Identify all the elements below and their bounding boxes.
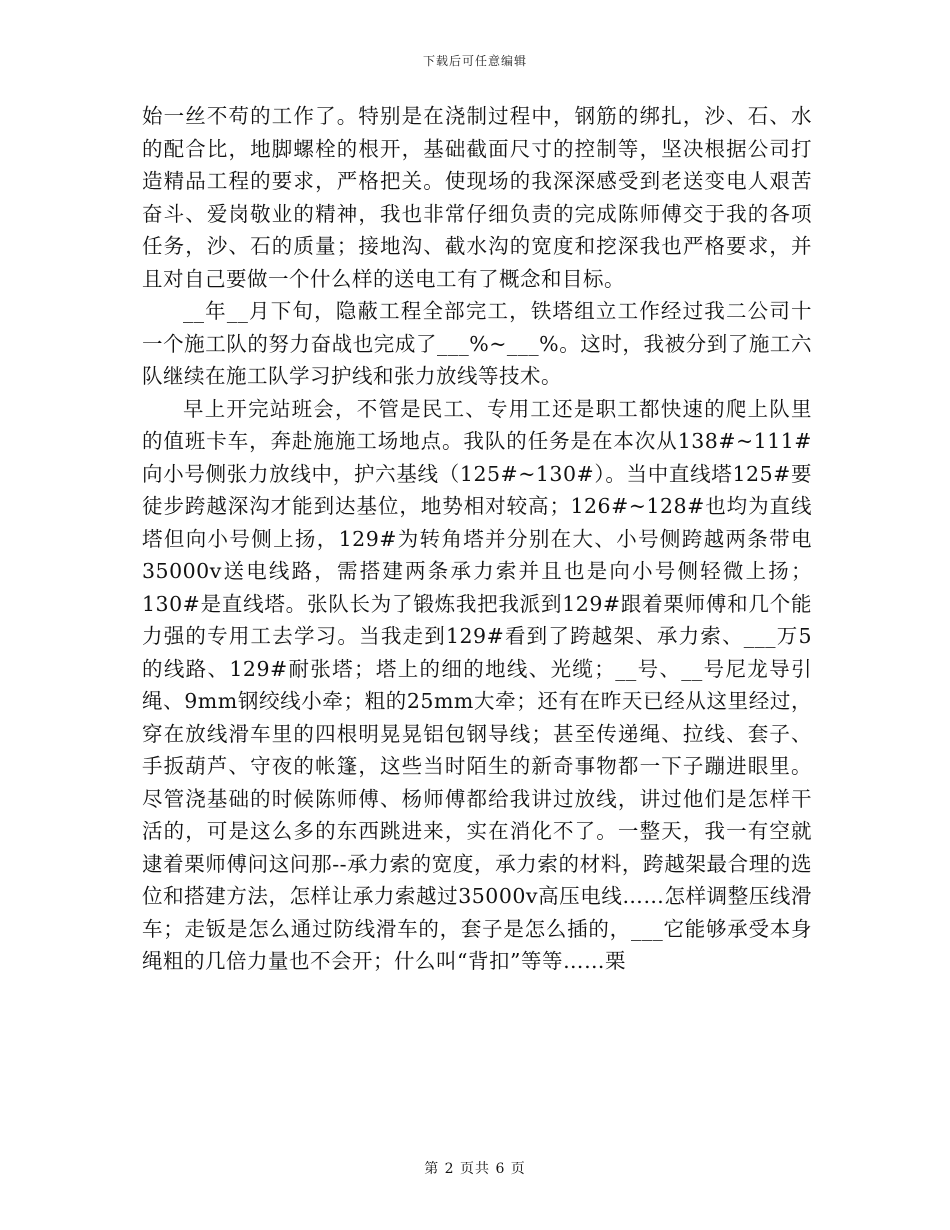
page-number-footer: 第 2 页共 6 页 bbox=[424, 1161, 526, 1177]
document-body bbox=[142, 100, 812, 978]
paragraph-stringing-work: 早上开完站班会，不管是民工、专用工还是职工都快速的爬上队里的值班卡车，奔赴施施工场地点。我队的任务是在本次从138#~111#向小号侧张力放线中，护六基线（125#~130#）。当中直线塔125#要徒步跨越深沟才能到达基位，地势相对较高；126#~128#也均为直线塔但向小号侧上扬，129#为转角塔并分别在大、小号侧跨越两条带电35000v送电线路，需搭建两条承力索并且也是向小号侧轻微上扬；130#是直线塔。张队长为了锻炼我把我派到129#跟着栗师傅和几个能力强的专用工去学习。当我走到129#看到了跨越架、承力索、___万5的线路、129#耐张塔；塔上的细的地线、光缆；__号、__号尼龙导引绳、9mm钢绞线小牵；粗的25mm大牵；还有在昨天已经从这里经过，穿在放线滑车里的四根明晃晃铝包钢导线；甚至传递绳、拉线、套子、手扳葫芦、守夜的帐篷，这些当时陌生的新奇事物都一下子蹦进眼里。尽管浇基础的时候陈师傅、杨师傅都给我讲过放线，讲过他们是怎样干活的，可是这么多的东西跳进来，实在消化不了。一整天，我一有空就逮着栗师傅问这问那--承力索的宽度，承力索的材料，跨越架最合理的选位和搭建方法，怎样让承力索越过35000v高压电线……怎样调整压线滑车；走钣是怎么通过防线滑车的，套子是怎么插的，___它能够承受本身绳粗的几倍力量也不会开；什么叫“背扣”等等……栗 bbox=[142, 396, 812, 973]
paragraph-construction-progress: __年__月下旬，隐蔽工程全部完工，铁塔组立工作经过我二公司十一个施工队的努力奋战也完成了___%~___%。这时，我被分到了施工六队继续在施工队学习护线和张力放线等技术。 bbox=[142, 299, 812, 388]
paragraph-continuation: 始一丝不苟的工作了。特别是在浇制过程中，钢筋的绑扎，沙、石、水的配合比，地脚螺栓的根开，基础截面尺寸的控制等，坚决根据公司打造精品工程的要求，严格把关。使现场的我深深感受到老送变电人艰苦奋斗、爱岗敬业的精神，我也非常仔细负责的完成陈师傅交于我的各项任务，沙、石的质量；接地沟、截水沟的宽度和挖深我也严格要求，并且对自己要做一个什么样的送电工有了概念和目标。 bbox=[142, 104, 812, 291]
page-header: 下载后可任意编辑 bbox=[422, 54, 527, 68]
